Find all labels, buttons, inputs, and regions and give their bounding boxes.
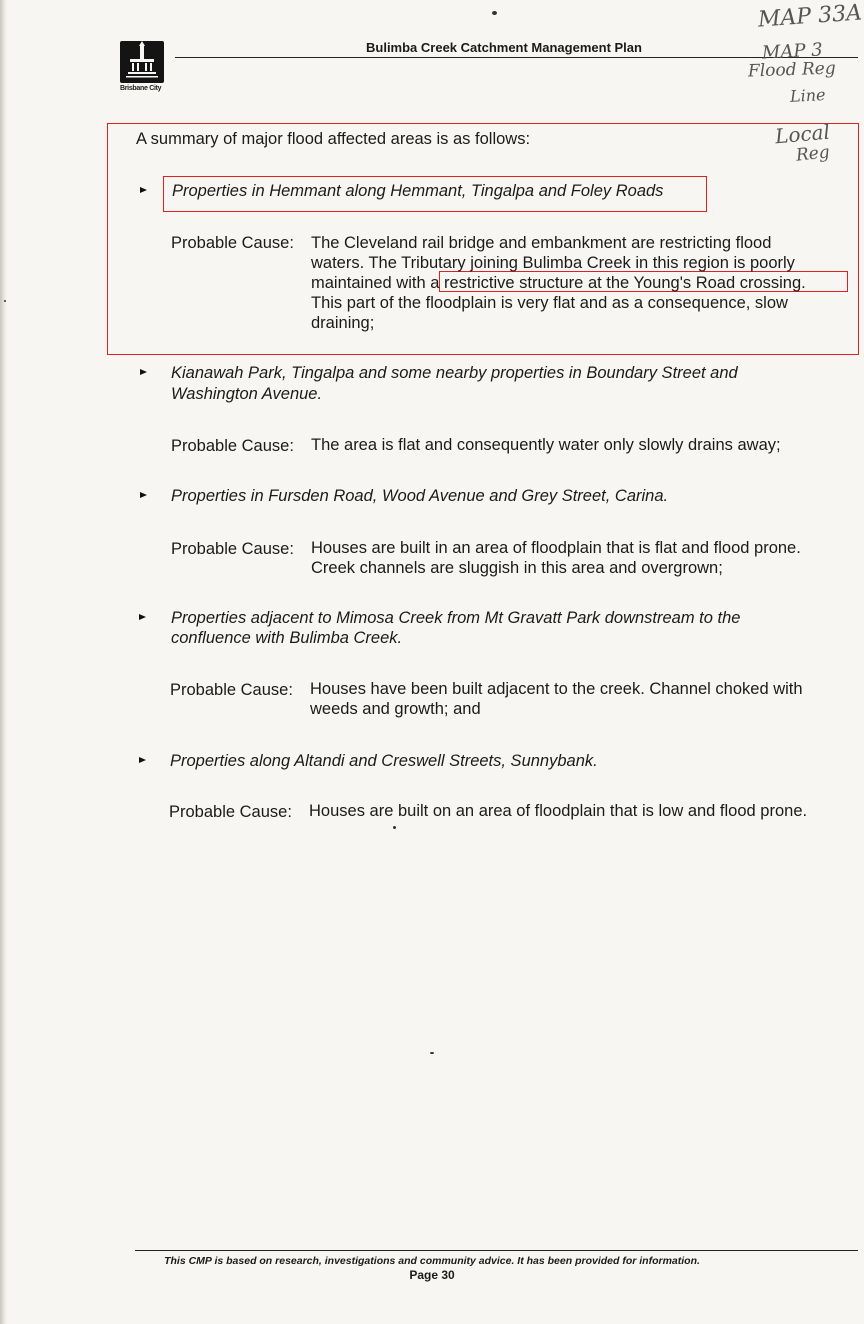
speck (430, 1052, 434, 1054)
area-title: Properties in Hemmant along Hemmant, Tingalpa and Foley Roads (172, 182, 664, 200)
bullet-arrow-icon (139, 614, 146, 620)
bullet-arrow-icon (140, 492, 147, 498)
area-title: Properties along Altandi and Creswell Streets, Sunnybank. (170, 752, 598, 770)
handwritten-note-4: Line (789, 85, 826, 106)
cause-label: Probable Cause: (171, 234, 294, 252)
cause-label: Probable Cause: (171, 540, 294, 558)
area-title: confluence with Bulimba Creek. (171, 629, 403, 647)
footer-disclaimer: This CMP is based on research, investigations and community advice. It has been provided for information. (164, 1255, 700, 1267)
bullet-arrow-icon (140, 369, 147, 375)
handwritten-note-1: MAP 33A (757, 0, 863, 33)
cause-text (311, 233, 806, 333)
handwritten-note-5: Local (774, 119, 831, 149)
document-title: Bulimba Creek Catchment Management Plan (366, 40, 642, 55)
logo-caption: Brisbane City (120, 85, 162, 92)
cause-label: Probable Cause: (170, 681, 293, 699)
cause-line: Houses have been built adjacent to the creek. Channel choked with (310, 680, 803, 698)
header-divider (175, 57, 858, 58)
bullet-arrow-icon (140, 187, 147, 193)
cause-text (310, 679, 803, 719)
area-title: Kianawah Park, Tingalpa and some nearby properties in Boundary Street and (171, 364, 738, 382)
handwritten-note-6: Reg (794, 142, 831, 166)
cause-line: The area is flat and consequently water only slowly drains away; (311, 436, 781, 454)
cause-text (311, 435, 781, 455)
cause-line: Houses are built in an area of floodplain that is flat and flood prone. (311, 539, 801, 557)
bullet-arrow-icon (139, 757, 146, 763)
cause-label: Probable Cause: (171, 437, 294, 455)
cause-line: Creek channels are sluggish in this area and overgrown; (311, 559, 723, 577)
cause-line: The Cleveland rail bridge and embankment are restricting flood (311, 234, 772, 252)
cause-text (309, 801, 807, 821)
city-hall-emblem-icon (120, 41, 164, 83)
speck (492, 11, 497, 15)
cause-label: Probable Cause: (169, 803, 292, 821)
cause-line: draining; (311, 314, 375, 332)
cause-line: waters. The Tributary joining Bulimba Creek in this region is poorly (311, 254, 795, 272)
intro-text: A summary of major flood affected areas is as follows: (136, 130, 531, 148)
cause-line: weeds and growth; and (310, 700, 481, 718)
area-title: Washington Avenue. (171, 385, 323, 403)
speck (393, 826, 396, 829)
brisbane-city-logo (120, 41, 166, 95)
page-edge-shadow (0, 0, 7, 1324)
area-title: Properties adjacent to Mimosa Creek from Mt Gravatt Park downstream to the (171, 609, 741, 627)
handwritten-note-3: Flood Reg (747, 58, 837, 82)
cause-line: Houses are built on an area of floodplain that is low and flood prone. (309, 802, 808, 820)
cause-line: maintained with a restrictive structure at the Young's Road crossing. (311, 274, 806, 292)
area-title: Properties in Fursden Road, Wood Avenue and Grey Street, Carina. (171, 487, 669, 505)
cause-line: This part of the floodplain is very flat and as a consequence, slow (311, 294, 788, 312)
cause-text (311, 538, 801, 578)
page-number: Page 30 (409, 1268, 455, 1282)
speck (4, 300, 6, 302)
footer-divider (135, 1250, 858, 1251)
handwritten-note-2: MAP 3 (761, 39, 824, 64)
